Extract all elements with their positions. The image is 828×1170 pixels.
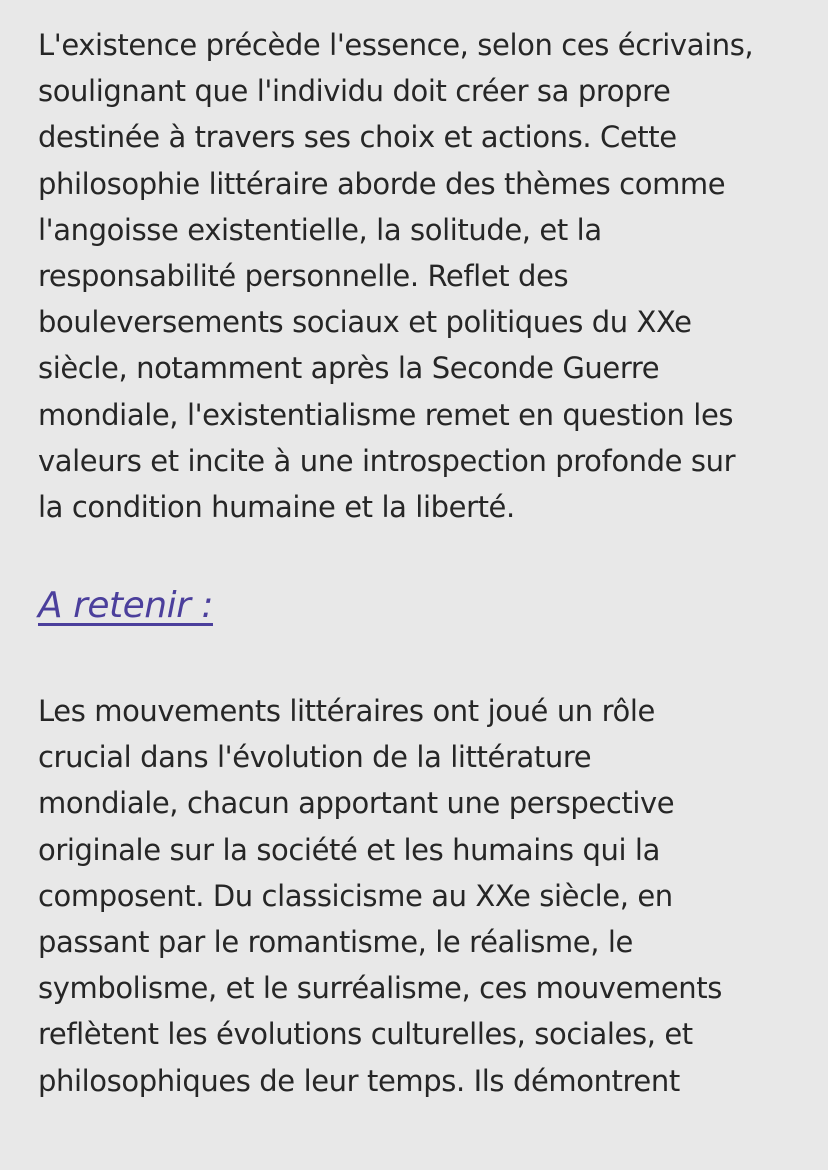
text-line: symbolisme, et le surréalisme, ces mouvements <box>38 971 722 1006</box>
text-line: responsabilité personnelle. Reflet des <box>38 259 569 294</box>
text-line: philosophiques de leur temps. Ils démontrent <box>38 1063 680 1098</box>
text-line: L'existence précède l'essence, selon ces écrivains, <box>38 28 754 62</box>
text-line: mondiale, chacun apportant une perspective <box>38 786 675 821</box>
text-line: destinée à travers ses choix et actions. Cette <box>38 120 677 155</box>
text-line: l'angoisse existentielle, la solitude, et la <box>38 212 602 247</box>
text-line: composent. Du classicisme au XXe siècle, en <box>38 878 673 913</box>
section-heading-a-retenir: A retenir : <box>38 585 213 626</box>
text-line: mondiale, l'existentialisme remet en question les <box>38 397 734 432</box>
paragraph-existentialism <box>38 22 818 530</box>
text-line: la condition humaine et la liberté. <box>38 490 515 525</box>
text-line: crucial dans l'évolution de la littérature <box>38 740 592 775</box>
text-line: bouleversements sociaux et politiques du XXe <box>38 305 692 340</box>
text-line: siècle, notamment après la Seconde Guerre <box>38 351 660 386</box>
text-line: philosophie littéraire aborde des thèmes comme <box>38 166 726 201</box>
text-line: soulignant que l'individu doit créer sa propre <box>38 74 671 109</box>
text-line: reflètent les évolutions culturelles, sociales, et <box>38 1017 693 1052</box>
paragraph-summary <box>38 688 818 1104</box>
text-line: passant par le romantisme, le réalisme, le <box>38 925 633 960</box>
text-line: originale sur la société et les humains qui la <box>38 832 660 867</box>
text-line: valeurs et incite à une introspection profonde sur <box>38 443 736 478</box>
text-line: Les mouvements littéraires ont joué un rôle <box>38 694 655 728</box>
